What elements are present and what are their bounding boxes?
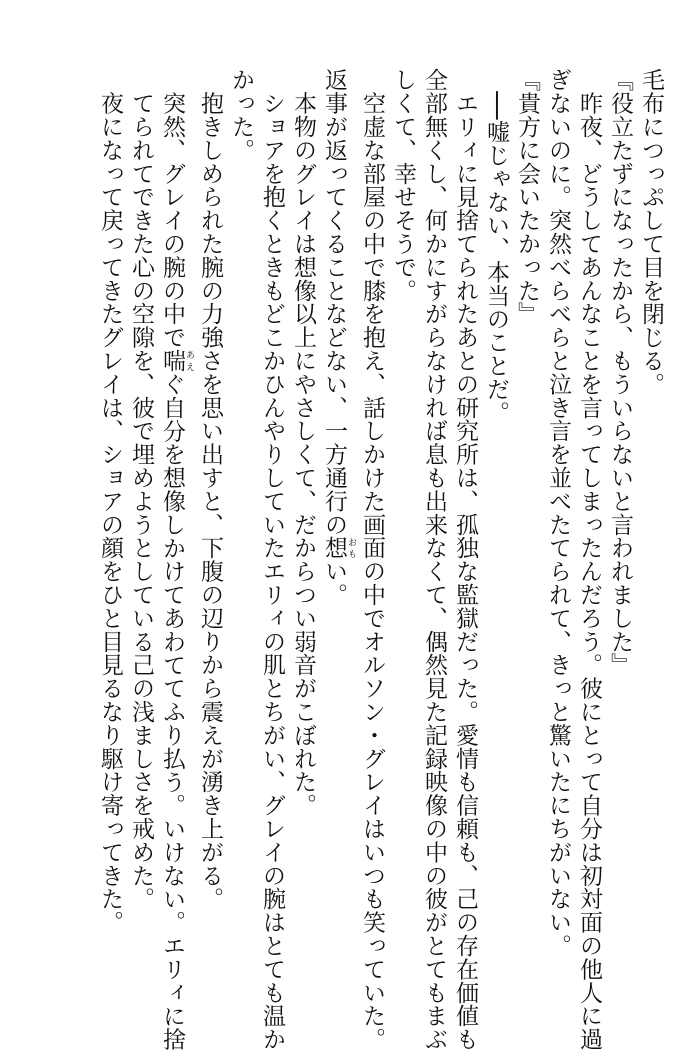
ruby-reading: あえ — [184, 348, 194, 373]
text-segment: ぐ自分を想像しかけてあわててふり払う。いけない。エリィに捨 — [159, 372, 185, 1051]
text-line — [318, 68, 356, 978]
ruby-word — [159, 348, 194, 373]
ruby-base: 喘 — [159, 348, 185, 373]
text-line: 『貴方に会いたかった』 — [514, 68, 540, 326]
text-line: ぎないのに。突然べらべらと泣き言を並べたてられて、きっと驚いたにちがいない。 — [545, 68, 571, 958]
text-line — [156, 68, 194, 1051]
text-line: 『役立たずになったから、もういらないと言われました』 — [607, 68, 633, 677]
text-line: 昨夜、どうしてあんなことを言ってしまったんだろう。彼にとって自分は初対面の他人に過 — [576, 68, 602, 1051]
text-segment: 突然、グレイの腕の中で — [159, 68, 185, 349]
text-line: かった。 — [228, 68, 254, 162]
text-line: エリィに見捨てられたあとの研究所は、孤独な監獄だった。愛情も信頼も、己の存在価値も — [452, 68, 478, 1051]
text-line: ショアを抱くときもどこかひんやりしていたエリィの肌とちがい、グレイの腕はとても温か — [259, 68, 285, 1051]
text-line: ──嘘じゃない、本当のことだ。 — [483, 68, 509, 425]
vertical-text-block — [94, 68, 666, 1051]
ruby-base: 想 — [321, 536, 347, 560]
ruby-reading: おも — [346, 536, 356, 560]
text-line: 夜になって戻ってきたグレイは、ショアの顔をひと目見るなり駆け寄ってきた。 — [97, 68, 123, 934]
text-segment: い。 — [321, 559, 347, 607]
text-line: 全部無くし、何かにすがらなければ息も出来なくて、偶然見た記録映像の中の彼がとてもまぶ — [421, 68, 447, 1051]
text-line: 抱きしめられた腕の力強さを思い出すと、下腹の辺りから震えが湧き上がる。 — [197, 68, 223, 911]
text-line: 本物のグレイは想像以上にやさしくて、だからつい弱音がこぼれた。 — [290, 68, 316, 817]
text-line: しくて、幸せそうで。 — [390, 68, 416, 302]
text-segment: 返事が返ってくることなどない、一方通行の — [321, 68, 347, 536]
text-line: てられてできた心の空隙を、彼で埋めようとしている己の浅ましさを戒めた。 — [128, 68, 154, 911]
text-line: 毛布につっぷして目を閉じる。 — [638, 68, 664, 396]
text-line: 空虚な部屋の中で膝を抱え、話しかけた画面の中でオルソン・グレイはいつも笑っていた。 — [359, 68, 385, 1051]
ruby-word — [321, 536, 356, 560]
